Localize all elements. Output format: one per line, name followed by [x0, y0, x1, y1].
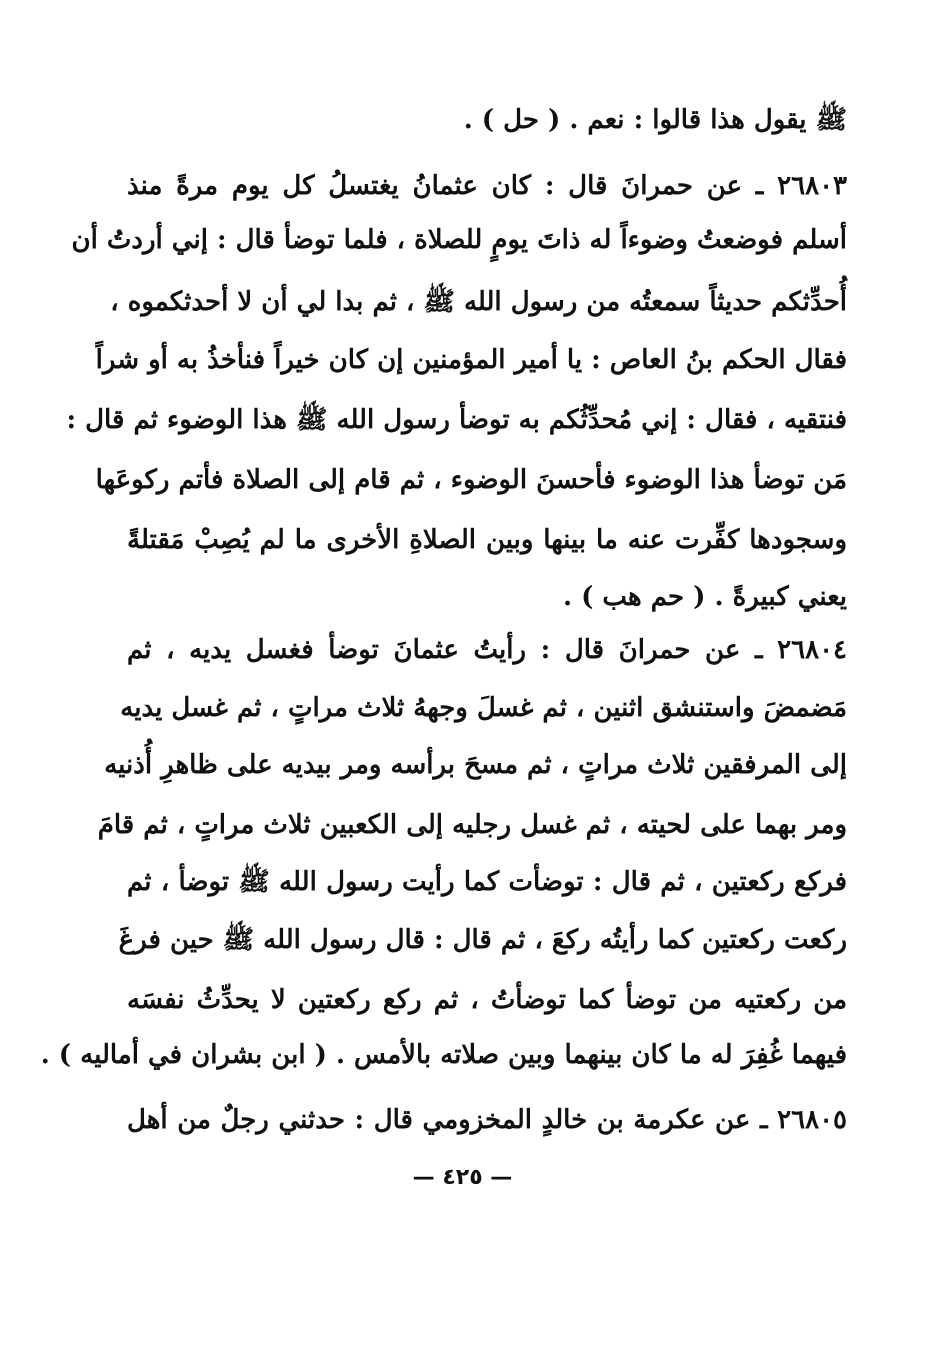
text-line: أسلم فوضعتُ وضوءاً له ذاتَ يومٍ للصلاة ، فلما توضأ قال : إني أردتُ أن [71, 225, 847, 255]
text-line: أُحدِّثكم حديثاً سمعتُه من رسول الله ﷺ ، ثم بدا لي أن لا أحدثكموه ، [110, 287, 847, 317]
hadith-26803-heading-line: ٢٦٨٠٣ ـ عن حمرانَ قال : كان عثمانُ يغتسلُ كل يوم مرةً منذ [127, 171, 847, 201]
text-line: مَضمضَ واستنشق اثنين ، ثم غسلَ وجههُ ثلاث مراتٍ ، ثم غسل يديه [120, 693, 847, 723]
text-line: إلى المرفقين ثلاث مراتٍ ، ثم مسحَ برأسه ومر بيديه على ظاهرِ أُذنيه [104, 750, 847, 780]
text-line: ومر بهما على لحيته ، ثم غسل رجليه إلى الكعبين ثلاث مراتٍ ، ثم قامَ [97, 810, 847, 840]
text-line: يعني كبيرةً . ( حم هب ) . [562, 582, 847, 612]
hadith-26805-heading-line: ٢٦٨٠٥ ـ عن عكرمة بن خالدٍ المخزومي قال : حدثني رجلٌ من أهل [127, 1105, 847, 1135]
hadith-26804-heading-line: ٢٦٨٠٤ ـ عن حمرانَ قال : رأيتُ عثمانَ توضأ فغسل يديه ، ثم [127, 635, 847, 665]
text-line: من ركعتيه من توضأ كما توضأتُ ، ثم ركع ركعتين لا يحدِّثُ نفسَه [127, 985, 847, 1015]
text-line: فنتقيه ، فقال : إني مُحدِّثُكم به توضأ رسول الله ﷺ هذا الوضوء ثم قال : [66, 405, 847, 435]
text-line: ﷺ يقول هذا قالوا : نعم . ( حل ) . [463, 105, 847, 135]
text-line: فيهما غُفِرَ له ما كان بينهما وبين صلاته بالأمس . ( ابن بشران في أماليه ) . [40, 1040, 847, 1070]
text-line: فقال الحكم بنُ العاص : يا أمير المؤمنين إن كان خيراً فنأخذُ به أو شراً [95, 345, 847, 375]
page-number: — ٤٢٥ — [412, 1165, 513, 1190]
text-line: وسجودها كفِّرت عنه ما بينها وبين الصلاةِ الأخرى ما لم يُصِبْ مَقتلةً [127, 525, 847, 555]
text-line: مَن توضأ هذا الوضوء فأحسنَ الوضوء ، ثم قام إلى الصلاة فأتم ركوعَها [95, 465, 847, 495]
text-line: ركعت ركعتين كما رأيتُه ركعَ ، ثم قال : قال رسول الله ﷺ حين فرغَ [118, 925, 847, 955]
text-line: فركع ركعتين ، ثم قال : توضأت كما رأيت رسول الله ﷺ توضأ ، ثم [127, 867, 847, 897]
